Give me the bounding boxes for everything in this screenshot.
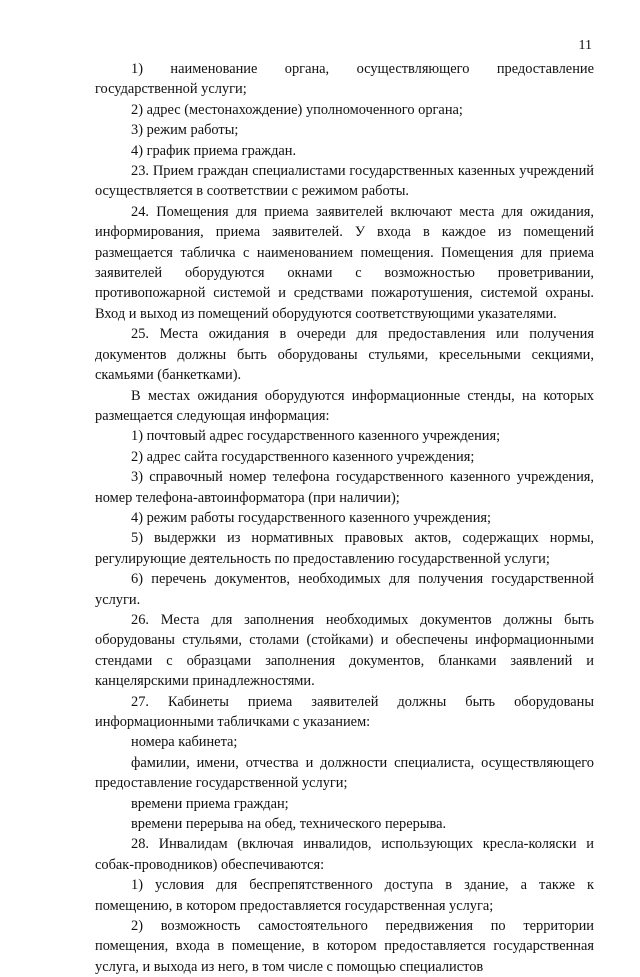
paragraph: фамилии, имени, отчества и должности специалиста, осуществляющего предоставление государственной услуги; [95,754,594,792]
paragraph: времени перерыва на обед, технического перерыва. [131,816,447,833]
page-number: 11 [578,38,592,53]
paragraph: 2) возможность самостоятельного передвижения по территории помещения, входа в помещение, в котором предоставляется государственная услуга, и выхода из него, в том числе с помощью специалистов [95,918,594,975]
paragraph: времени приема граждан; [131,795,289,812]
paragraph: 28. Инвалидам (включая инвалидов, использующих кресла-коляски и собак-проводников) обеспечиваются: [95,836,594,873]
paragraph: 24. Помещения для приема заявителей включают места для ожидания, информирования, приема заявителей. У входа в каждое из помещений размещается табличка с наименованием помещения. Помещения для приема заявителей оборудуются окнами с возможностью проветривании, противопожарной системой и средствами пожаротушения, системой охраны. Вход и выход из помещений оборудуются соответствующими указателями. [95,203,594,322]
paragraph: 4) график приема граждан. [131,142,297,159]
paragraph: 3) справочный номер телефона государственного казенного учреждения, номер телефона-автоинформатора (при наличии); [95,469,594,506]
paragraph: 1) наименование органа, осуществляющего предоставление государственной услуги; [95,61,594,98]
paragraph: 25. Места ожидания в очереди для предоставления или получения документов должны быть оборудованы стульями, кресельными секциями, скамьями (банкетками). [95,326,594,384]
paragraph: В местах ожидания оборудуются информационные стенды, на которых размещается следующая информация: [95,387,594,424]
paragraph: 27. Кабинеты приема заявителей должны быть оборудованы информационными табличками с указанием: [95,693,594,730]
paragraph: 5) выдержки из нормативных правовых актов, содержащих нормы, регулирующие деятельность по предоставлению государственной услуги; [95,530,594,567]
document-body [95,59,594,977]
paragraph: номера кабинета; [131,734,238,751]
paragraph: 4) режим работы государственного казенного учреждения; [131,509,492,526]
paragraph: 23. Прием граждан специалистами государственных казенных учреждений осуществляется в соответствии с режимом работы. [95,163,594,200]
paragraph: 1) почтовый адрес государственного казенного учреждения; [131,428,501,445]
paragraph: 26. Места для заполнения необходимых документов должны быть оборудованы стульями, столами (стойками) и обеспечены информационными стендами с образцами заполнения документов, бланками заявлений и канцелярскими принадлежностями. [95,611,594,690]
paragraph: 1) условия для беспрепятственного доступа в здание, а также к помещению, в котором предоставляется государственная услуга; [95,877,594,914]
paragraph: 6) перечень документов, необходимых для получения государственной услуги. [95,571,594,608]
paragraph: 2) адрес сайта государственного казенного учреждения; [131,448,475,465]
paragraph: 2) адрес (местонахождение) уполномоченного органа; [131,101,463,118]
paragraph: 3) режим работы; [131,122,239,139]
